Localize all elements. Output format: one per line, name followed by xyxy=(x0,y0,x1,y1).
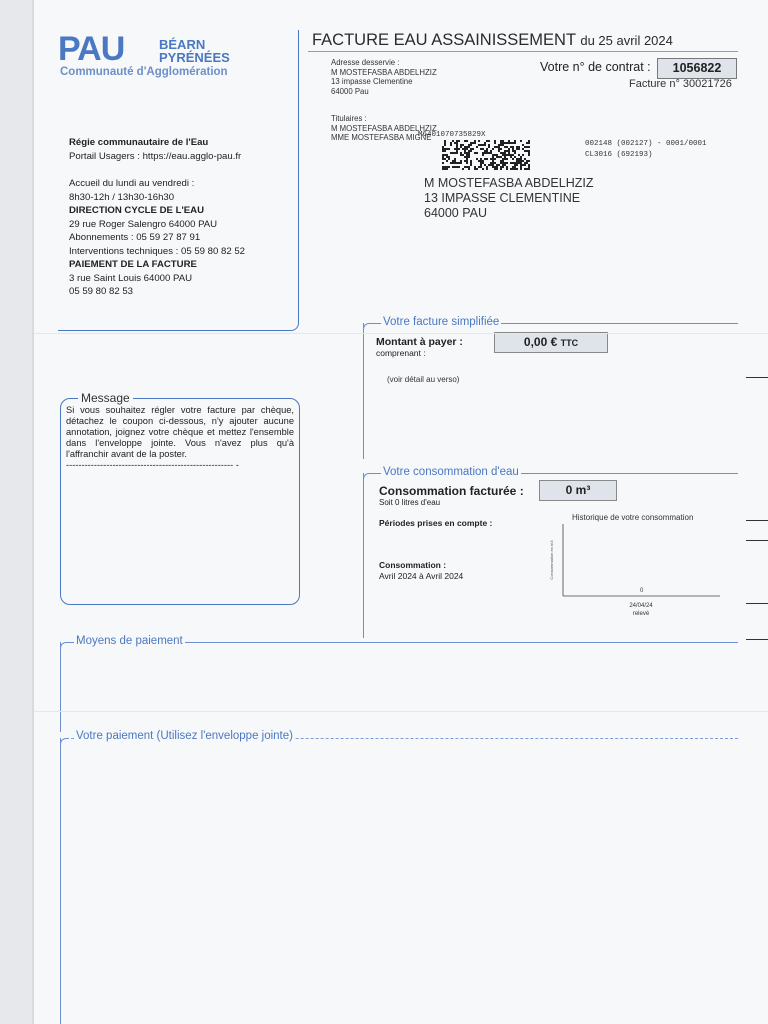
recipient-street: 13 IMPASSE CLEMENTINE xyxy=(424,191,581,205)
chart-bar-value: 0 xyxy=(640,588,644,594)
conso-section-corner xyxy=(363,473,372,482)
logo-region: BÉARN PYRÉNÉES xyxy=(159,37,230,65)
opening-days: Accueil du lundi au vendredi : xyxy=(69,178,195,189)
fold-mark xyxy=(746,639,768,640)
chart-y-label: Consommation en m3 xyxy=(549,540,554,580)
routing-codes: 002148 (002127) - 0001/0001 CL3016 (692193) xyxy=(585,140,707,159)
fold-mark xyxy=(746,540,768,541)
conso-litres: Soit 0 litres d'eau xyxy=(379,498,441,507)
invoice-title-text: FACTURE EAU ASSAINISSEMENT xyxy=(312,31,576,49)
chart-bar-date: 24/04/24 xyxy=(629,603,653,609)
facture-section-title: Votre facture simplifiée xyxy=(383,316,500,328)
fold-mark xyxy=(746,377,768,378)
recipient-city: 64000 PAU xyxy=(424,206,488,220)
paiement-phone: 05 59 80 82 53 xyxy=(69,286,134,297)
periodes-label: Périodes prises en compte : xyxy=(379,518,493,528)
chart-bar-type: relevé xyxy=(632,611,650,617)
datamatrix-barcode-icon xyxy=(442,140,530,170)
contract-number: 1056822 xyxy=(657,58,737,79)
invoice-date: du 25 avril 2024 xyxy=(580,33,673,48)
moyens-title: Moyens de paiement xyxy=(76,635,183,647)
contract-label: Votre n° de contrat : xyxy=(540,60,651,74)
conso-section-title: Votre consommation d'eau xyxy=(383,466,519,478)
direction-address: 29 rue Roger Salengro 64000 PAU xyxy=(69,218,218,230)
message-title: Message xyxy=(78,391,133,405)
opening-hours: 8h30-12h / 13h30-16h30 xyxy=(69,191,175,203)
barcode-number: M6401070735829X xyxy=(418,131,486,139)
montant-label: Montant à payer : xyxy=(376,336,463,348)
message-text: Si vous souhaitez régler votre facture par chèque, détachez le coupon ci-dessous, n'y ajouter aucune annotation, joignez votre chèque et mettez l'ensemble dans l'enveloppe jointe. Vous n'avez plus qu'à l'affranchir avant de la poster. ------------------------------------------------------ - xyxy=(66,405,294,470)
paiement-corner xyxy=(60,738,69,747)
comprenant-label: comprenant : xyxy=(376,348,426,358)
interventions-phone: Interventions techniques : 05 59 80 82 52 xyxy=(69,245,246,257)
facture-section-corner xyxy=(363,323,372,332)
conso-section-left-rule xyxy=(363,473,364,638)
title-rule xyxy=(308,51,738,52)
logo-pau: PAU xyxy=(58,30,125,68)
moyens-left-rule xyxy=(60,642,61,732)
conso-facturee-value: 0 m³ xyxy=(539,480,617,501)
direction-name: DIRECTION CYCLE DE L'EAU xyxy=(69,205,205,216)
history-chart xyxy=(548,520,728,620)
paiement-heading: PAIEMENT DE LA FACTURE xyxy=(69,259,197,270)
contact-info xyxy=(69,136,245,299)
history-chart-title: Historique de votre consommation xyxy=(572,513,694,522)
regie-name: Régie communautaire de l'Eau xyxy=(69,137,209,148)
page-left-edge xyxy=(0,0,34,1024)
paiement-title: Votre paiement (Utilisez l'enveloppe jointe) xyxy=(76,730,293,742)
service-address: Adresse desservie : M MOSTEFASBA ABDELHZIZ 13 impasse Clementine 64000 Pau xyxy=(331,58,437,96)
holders: Titulaires : M MOSTEFASBA ABDELHZIZ MME MOSTEFASBA MIGNE xyxy=(331,114,437,142)
conso-facturee-label: Consommation facturée : xyxy=(379,484,524,498)
recipient-address xyxy=(424,176,593,221)
paiement-address: 3 rue Saint Louis 64000 PAU xyxy=(69,272,193,284)
logo-subtitle: Communauté d'Agglomération xyxy=(60,66,228,78)
paper-fold xyxy=(34,711,768,712)
facture-section-left-rule xyxy=(363,323,364,459)
invoice-number: Facture n° 30021726 xyxy=(629,78,732,90)
amount-due: 0,00 € TTC xyxy=(494,332,608,353)
invoice-title xyxy=(312,31,673,50)
fold-mark xyxy=(746,520,768,521)
moyens-corner xyxy=(60,642,69,651)
conso-period: Consommation : Avril 2024 à Avril 2024 xyxy=(379,560,464,581)
recipient-name: M MOSTEFASBA ABDELHZIZ xyxy=(424,176,594,190)
paiement-left-rule xyxy=(60,738,61,1024)
paper-fold xyxy=(34,333,768,334)
abonnements-phone: Abonnements : 05 59 27 87 91 xyxy=(69,232,201,243)
fold-mark xyxy=(746,603,768,604)
portal-link: Portail Usagers : https://eau.agglo-pau.fr xyxy=(69,150,242,162)
see-detail-note: (voir détail au verso) xyxy=(387,375,460,384)
